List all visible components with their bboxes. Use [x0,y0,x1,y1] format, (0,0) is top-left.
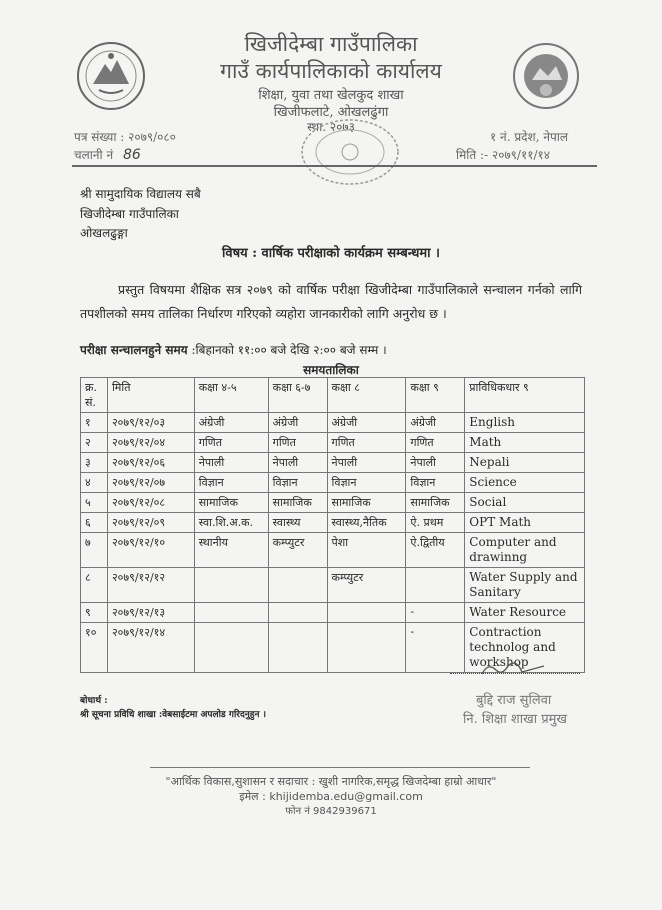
schedule-title: समयतालिका [303,363,359,377]
cell-technical-9: Water Resource [465,603,585,623]
cell-serial: ९ [81,603,108,623]
signatory-title: नि. शिक्षा शाखा प्रमुख [463,712,568,727]
exam-time [80,341,387,358]
cell-class-4-5 [194,603,268,623]
cell-class-4-5 [194,568,268,603]
footer-motto: "आर्थिक विकास,सुशासन र सदाचार : खुशी नागरिक,समृद्ध खिजदेम्बा हाम्रो आधार" [165,775,497,788]
cell-class-6-7 [268,603,327,623]
cell-serial: १० [81,623,108,673]
cell-class-6-7 [268,623,327,673]
cell-date: २०७९/१२/०६ [107,453,194,473]
cell-class-9: ऐ.द्वितीय [406,533,465,568]
cell-date: २०७९/१२/१३ [107,603,194,623]
header-class-8: कक्षा ८ [327,378,406,413]
cell-class-8: पेशा [327,533,406,568]
cell-class-8: कम्प्युटर [327,568,406,603]
cell-class-9: गणित [406,433,465,453]
cell-serial: ६ [81,513,108,533]
cell-class-8: गणित [327,433,406,453]
cell-class-4-5: सामाजिक [194,493,268,513]
header-serial: क्र. सं. [81,378,108,413]
office-seal-stamp [298,117,402,187]
table-header-row [81,378,585,413]
table-row [81,533,585,568]
province-label: १ नं. प्रदेश, नेपाल [490,130,569,144]
cell-class-9: अंग्रेजी [406,413,465,433]
cell-class-6-7: नेपाली [268,453,327,473]
header-class-9: कक्षा ९ [406,378,465,413]
cell-class-8 [327,603,406,623]
cell-class-8: सामाजिक [327,493,406,513]
cell-class-4-5: गणित [194,433,268,453]
cell-technical-9: English [465,413,585,433]
cell-technical-9: Social [465,493,585,513]
cell-class-8: अंग्रेजी [327,413,406,433]
recipient-line-1: श्री सामुदायिक विद्यालय सबै [80,187,201,201]
cell-class-6-7: गणित [268,433,327,453]
cell-date: २०७९/१२/०४ [107,433,194,453]
footer-phone: फोन नं 9842939671 [285,806,377,817]
cell-class-6-7: स्वास्थ्य [268,513,327,533]
cell-class-9 [406,568,465,603]
office-name: खिजीदेम्बा गाउँपालिका [244,32,418,56]
letter-date: मिति :- २०७९/११/१४ [456,148,550,162]
cell-class-6-7: सामाजिक [268,493,327,513]
cell-technical-9: Math [465,433,585,453]
signature-scrawl [478,660,548,684]
header-technical-9: प्राविधिकधार ९ [465,378,585,413]
schedule-table [80,377,585,673]
cell-technical-9: Science [465,473,585,493]
cell-class-9: नेपाली [406,453,465,473]
cell-date: २०७९/१२/०७ [107,473,194,493]
cell-technical-9: Contraction technolog and workshop [465,623,585,673]
cell-class-4-5: नेपाली [194,453,268,473]
table-row [81,568,585,603]
cell-date: २०७९/१२/१२ [107,568,194,603]
cell-class-9: सामाजिक [406,493,465,513]
reference-number: पत्र संख्या : २०७९/०८० [74,130,176,144]
cell-class-8: नेपाली [327,453,406,473]
cell-technical-9: Computer and drawinng [465,533,585,568]
cell-serial: १ [81,413,108,433]
table-row [81,493,585,513]
cell-class-9: ऐ. प्रथम [406,513,465,533]
cell-class-9: विज्ञान [406,473,465,493]
cell-technical-9: Nepali [465,453,585,473]
cell-serial: ५ [81,493,108,513]
cell-class-8: स्वास्थ्य,नैतिक [327,513,406,533]
table-row [81,453,585,473]
dispatch-value: 86 [122,147,141,163]
cell-technical-9: Water Supply and Sanitary [465,568,585,603]
cc-recipient: श्री सूचना प्रविधि शाखा :वेबसाईटमा अपलोड गरिदनुहुन । [80,710,267,720]
header-class-4-5: कक्षा ४-५ [194,378,268,413]
table-row [81,413,585,433]
cell-date: २०७९/१२/०८ [107,493,194,513]
table-row [81,433,585,453]
header-date: मिति [107,378,194,413]
cell-class-6-7: कम्प्युटर [268,533,327,568]
cell-class-6-7: विज्ञान [268,473,327,493]
cell-serial: ७ [81,533,108,568]
cell-class-9: - [406,623,465,673]
cell-date: २०७९/१२/०३ [107,413,194,433]
cell-class-6-7: अंग्रेजी [268,413,327,433]
cell-serial: ८ [81,568,108,603]
recipient-line-3: ओखलढुङ्गा [80,226,128,240]
established-year: स्था. २०७३ [307,120,355,134]
footer-email: इमेल : khijidemba.edu@gmail.com [239,790,423,803]
signature-line [450,673,580,674]
cell-class-4-5: स्थानीय [194,533,268,568]
footer-divider [150,767,530,768]
exam-time-value: :बिहानको ११:०० बजे देखि २:०० बजे सम्म । [187,343,387,357]
dispatch-label: चलानी नं [74,148,114,162]
exam-time-label: परीक्षा सन्चालनहुने समय [80,343,188,357]
letter-body: प्रस्तुत विषयमा शैक्षिक सत्र २०७९ को वार्षिक परीक्षा खिजीदेम्बा गाउँपालिकाले सन्चालन गर्नको लागि तपशीलको समय तालिका निर्धारण गरिएको व्यहोरा जानकारीको लागि अनुरोध छ । [80,282,582,321]
cell-date: २०७९/१२/१० [107,533,194,568]
header-class-6-7: कक्षा ६-७ [268,378,327,413]
cell-class-4-5: अंग्रेजी [194,413,268,433]
header-divider [72,165,597,167]
cell-class-9: - [406,603,465,623]
cell-serial: ४ [81,473,108,493]
office-subtitle: गाउँ कार्यपालिकाको कार्यालय [220,59,442,83]
dispatch-number [74,146,141,163]
recipient-line-2: खिजीदेम्बा गाउँपालिका [80,207,179,221]
table-row [81,473,585,493]
table-row [81,513,585,533]
table-row [81,603,585,623]
cell-date: २०७९/१२/१४ [107,623,194,673]
cell-class-4-5 [194,623,268,673]
cell-class-4-5: स्वा.शि.अ.क. [194,513,268,533]
cell-date: २०७९/१२/०९ [107,513,194,533]
cell-serial: ३ [81,453,108,473]
cc-label: बोधार्थ : [80,696,108,706]
signatory-name: बुद्दि राज सुलिवा [476,693,552,708]
cell-technical-9: OPT Math [465,513,585,533]
cell-class-4-5: विज्ञान [194,473,268,493]
cell-serial: २ [81,433,108,453]
office-location: खिजीफलाटे, ओखलढुंगा [273,105,389,120]
cell-class-8: विज्ञान [327,473,406,493]
cell-class-6-7 [268,568,327,603]
cell-class-8 [327,623,406,673]
letter-subject: विषय : वार्षिक परीक्षाको कार्यक्रम सम्बन्धमा । [222,246,440,261]
section-name: शिक्षा, युवा तथा खेलकुद शाखा [258,88,404,103]
